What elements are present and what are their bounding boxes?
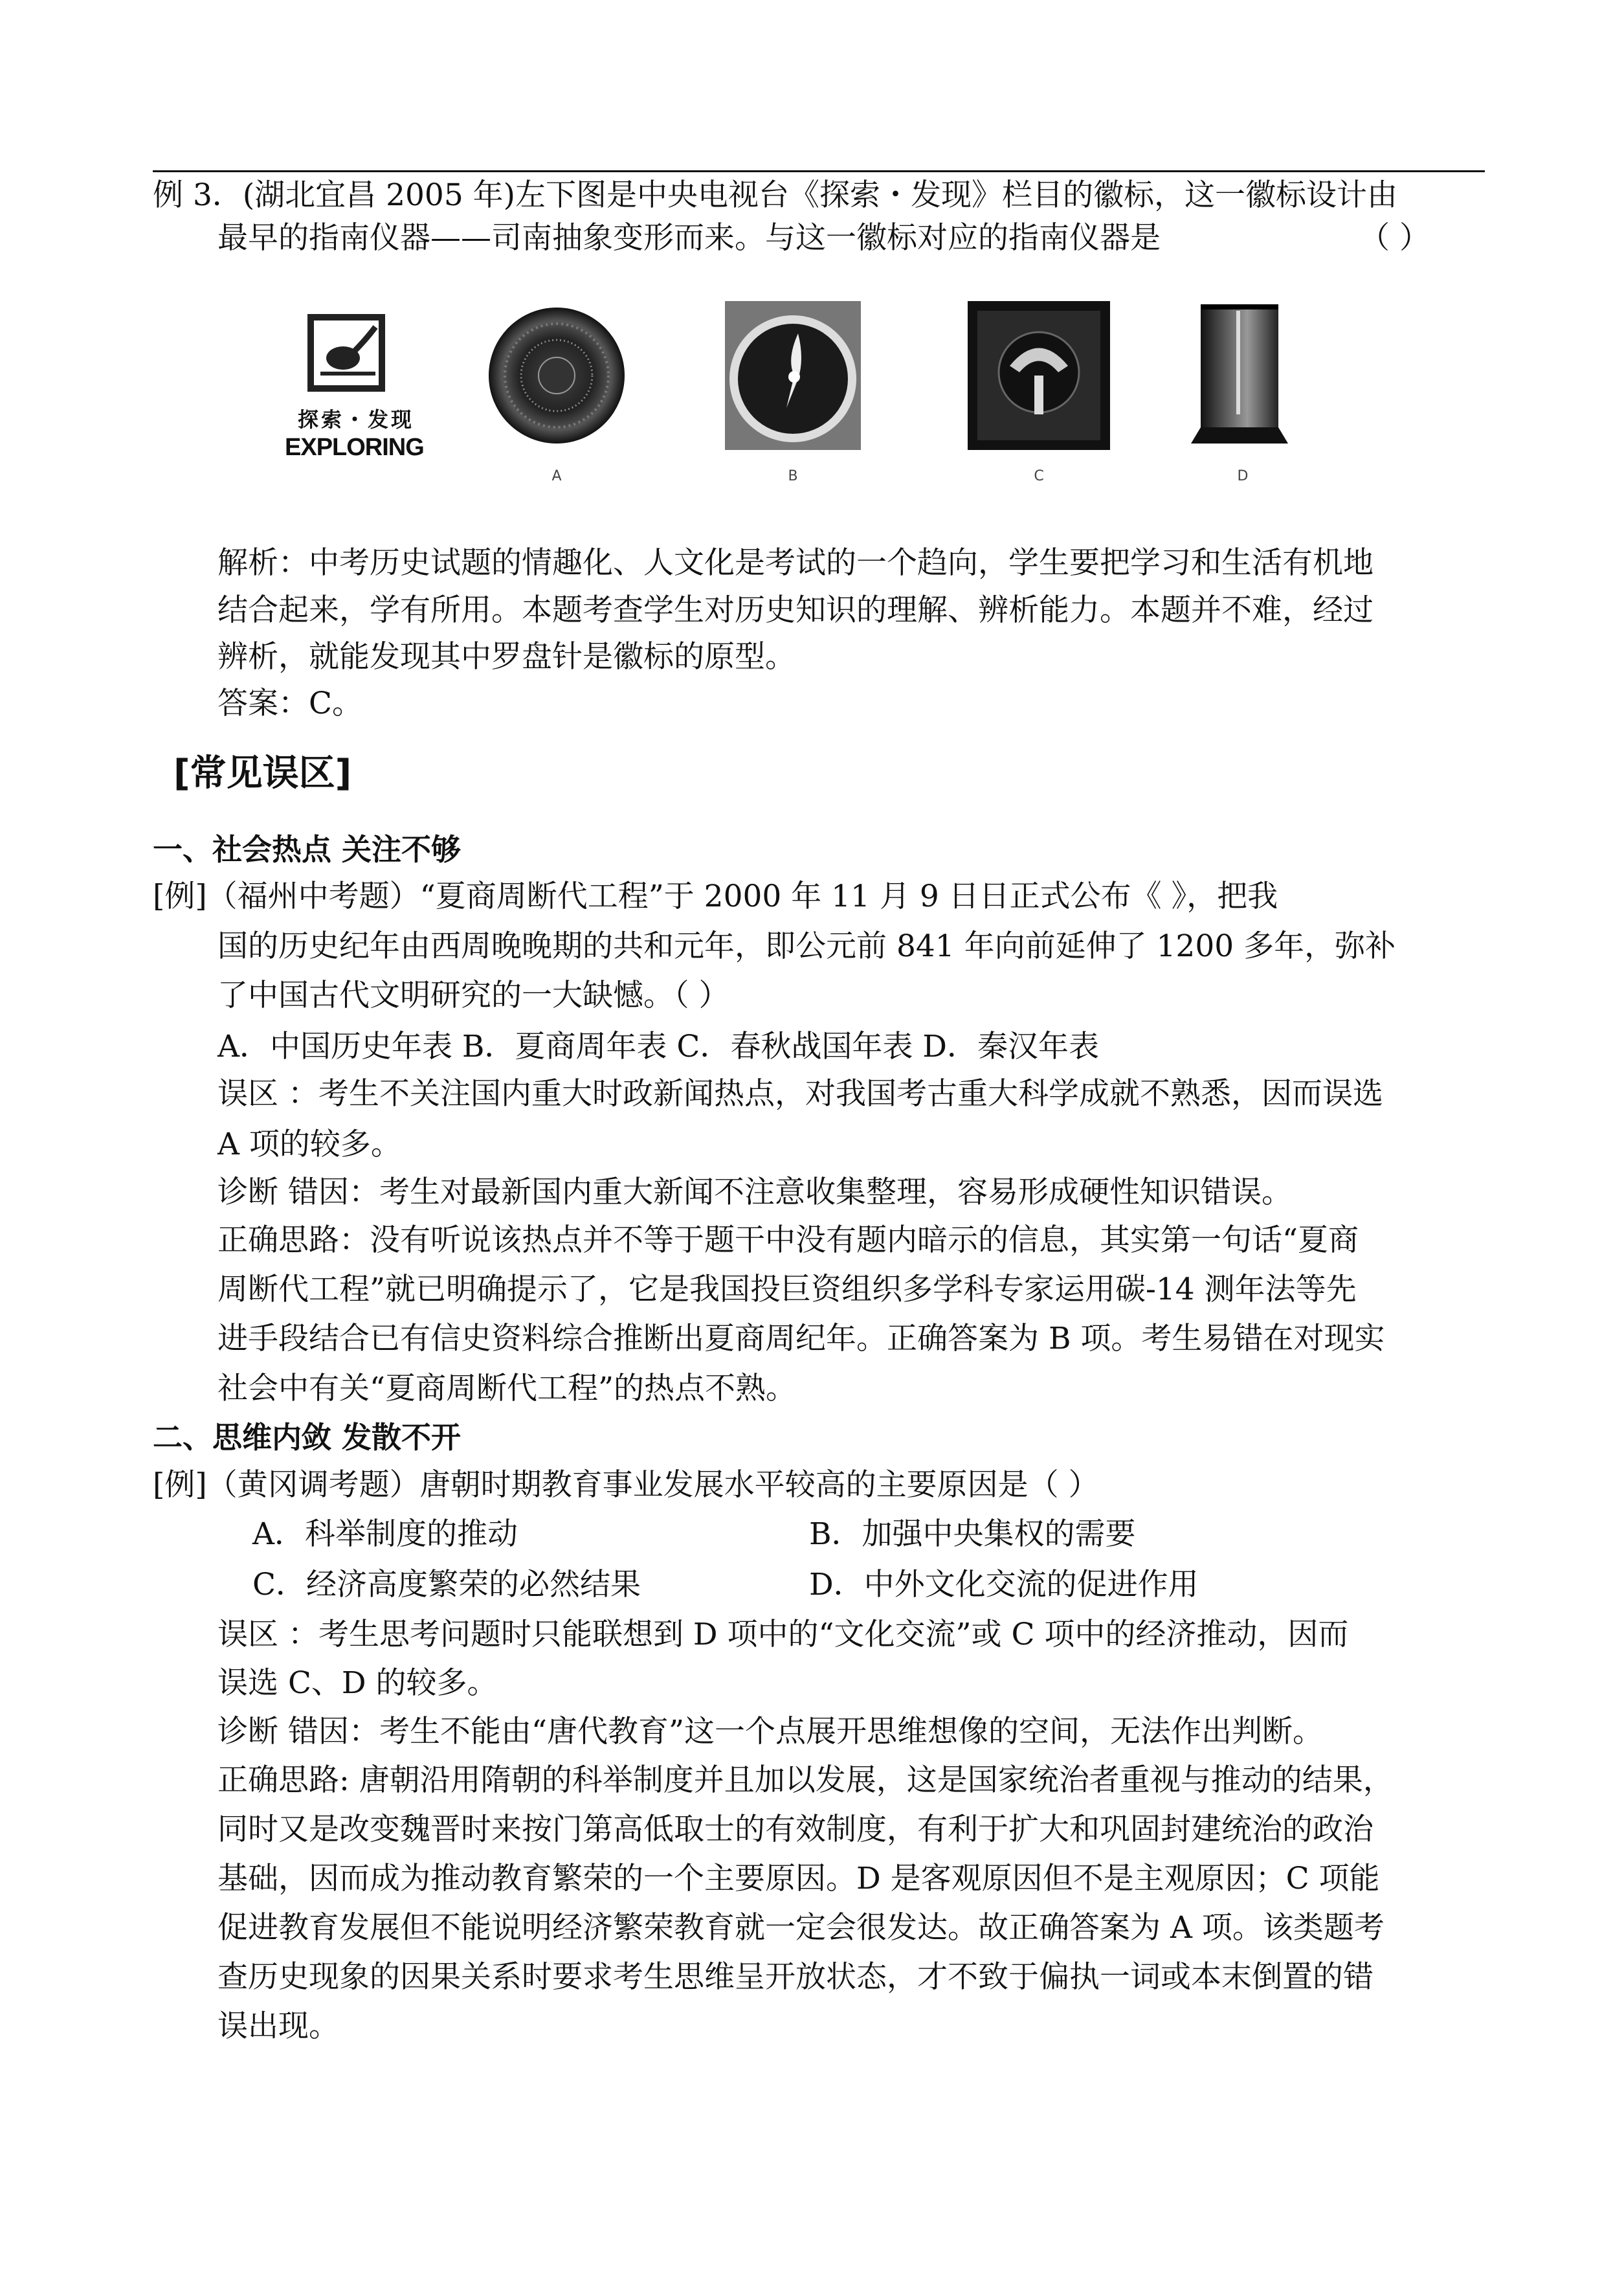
part1-misarea: 误区 ：考生不关注国内重大时政新闻热点，对我国考古重大科学成就不熟悉，因而误选 bbox=[217, 1076, 1383, 1112]
part2-reasoning: 基础，因而成为推动教育繁荣的一个主要原因。D 是客观原因但不是主观原因；C 项能 bbox=[217, 1861, 1380, 1896]
compass-figures bbox=[285, 298, 1320, 486]
header-rule bbox=[153, 170, 1485, 172]
part2-option-b: B．加强中央集权的需要 bbox=[809, 1516, 1136, 1552]
water-compass-icon bbox=[1191, 298, 1295, 453]
figure-b bbox=[722, 298, 864, 484]
part1-reasoning: 周断代工程”就已明确提示了，它是我国投巨资组织多学科专家运用碳-14 测年法等先 bbox=[217, 1272, 1357, 1307]
part2-question: [例]（黄冈调考题）唐朝时期教育事业发展水平较高的主要原因是（ ） bbox=[153, 1467, 1099, 1503]
part2-reasoning: 正确思路: 唐朝沿用隋朝的科举制度并且加以发展，这是国家统治者重视与推动的结果， bbox=[217, 1762, 1394, 1798]
part2-option-d: D．中外文化交流的促进作用 bbox=[809, 1567, 1199, 1602]
part1-options: A．中国历史年表 B．夏商周年表 C．春秋战国年表 D．秦汉年表 bbox=[217, 1029, 1099, 1064]
part1-reasoning: 正确思路：没有听说该热点并不等于题干中没有题内暗示的信息，其实第一句话“夏商 bbox=[217, 1222, 1359, 1258]
part2-heading: 二、思维内敛 发散不开 bbox=[153, 1420, 462, 1455]
part2-diagnosis: 诊断 错因：考生不能由“唐代教育”这一个点展开思维想像的空间，无法作出判断。 bbox=[217, 1714, 1323, 1749]
compass-needle-icon bbox=[722, 298, 864, 453]
part1-diagnosis: 诊断 错因：考生对最新国内重大新闻不注意收集整理，容易形成硬性知识错误。 bbox=[217, 1174, 1292, 1210]
spoon-icon bbox=[314, 320, 379, 385]
logo-english-text: EXPLORING bbox=[285, 434, 424, 461]
part2-reasoning: 查历史现象的因果关系时要求考生思维呈开放状态，才不致于偏执一词或本末倒置的错 bbox=[217, 1959, 1374, 1995]
figure-a bbox=[485, 298, 628, 484]
part1-heading: 一、社会热点 关注不够 bbox=[153, 832, 462, 867]
example3-line2: 最早的指南仪器——司南抽象变形而来。与这一徽标对应的指南仪器是 bbox=[217, 220, 1161, 256]
figure-c bbox=[964, 298, 1113, 484]
analysis-line: 结合起来，学有所用。本题考查学生对历史知识的理解、辨析能力。本题并不难，经过 bbox=[217, 592, 1374, 628]
part2-misarea: 误选 C、D 的较多。 bbox=[217, 1665, 498, 1701]
part1-reasoning: 社会中有关“夏商周断代工程”的热点不熟。 bbox=[217, 1371, 797, 1406]
figure-a-label: A bbox=[551, 468, 562, 484]
part1-reasoning: 进手段结合已有信史资料综合推断出夏商周纪年。正确答案为 B 项。考生易错在对现实 bbox=[217, 1321, 1385, 1356]
part2-option-a: A．科举制度的推动 bbox=[252, 1516, 518, 1552]
part1-question: 国的历史纪年由西周晚晚期的共和元年，即公元前 841 年向前延伸了 1200 多年，弥补 bbox=[217, 928, 1396, 964]
part2-reasoning: 促进教育发展但不能说明经济繁荣教育就一定会很发达。故正确答案为 A 项。该类题考 bbox=[217, 1910, 1385, 1946]
part1-question: [例]（福州中考题）“夏商周断代工程”于 2000 年 11 月 9 日日正式公布《 》，把我 bbox=[153, 879, 1278, 914]
figure-d-label: D bbox=[1237, 468, 1249, 484]
part2-reasoning: 同时又是改变魏晋时来按门第高低取士的有效制度，有利于扩大和巩固封建统治的政治 bbox=[217, 1812, 1374, 1847]
part1-misarea: A 项的较多。 bbox=[217, 1127, 401, 1162]
analysis-line: 辨析，就能发现其中罗盘针是徽标的原型。 bbox=[217, 639, 795, 675]
figure-b-label: B bbox=[788, 468, 798, 484]
exploring-logo bbox=[285, 298, 427, 479]
figure-d bbox=[1191, 298, 1295, 484]
sinan-board-icon bbox=[964, 298, 1113, 453]
section-title: [常见误区] bbox=[173, 752, 352, 794]
part2-option-c: C．经济高度繁荣的必然结果 bbox=[252, 1567, 641, 1602]
answer-paren: （ ） bbox=[1359, 220, 1430, 256]
example3-line1: 例 3．(湖北宜昌 2005 年)左下图是中央电视台《探索・发现》栏目的徽标，这一徽标设计由 bbox=[153, 177, 1398, 213]
luopan-disc-icon bbox=[485, 298, 628, 453]
figure-c-label: C bbox=[1034, 468, 1044, 484]
logo-chinese-text: 探索・发现 bbox=[298, 407, 415, 432]
part2-misarea: 误区 ：考生思考问题时只能联想到 D 项中的“文化交流”或 C 项中的经济推动，因而 bbox=[217, 1617, 1349, 1652]
analysis-line: 解析：中考历史试题的情趣化、人文化是考试的一个趋向，学生要把学习和生活有机地 bbox=[217, 545, 1374, 581]
part2-reasoning: 误出现。 bbox=[217, 2008, 339, 2044]
answer-text: 答案：C。 bbox=[217, 686, 362, 721]
logo-frame bbox=[307, 314, 385, 392]
part1-question: 了中国古代文明研究的一大缺憾。（ ） bbox=[217, 978, 729, 1013]
